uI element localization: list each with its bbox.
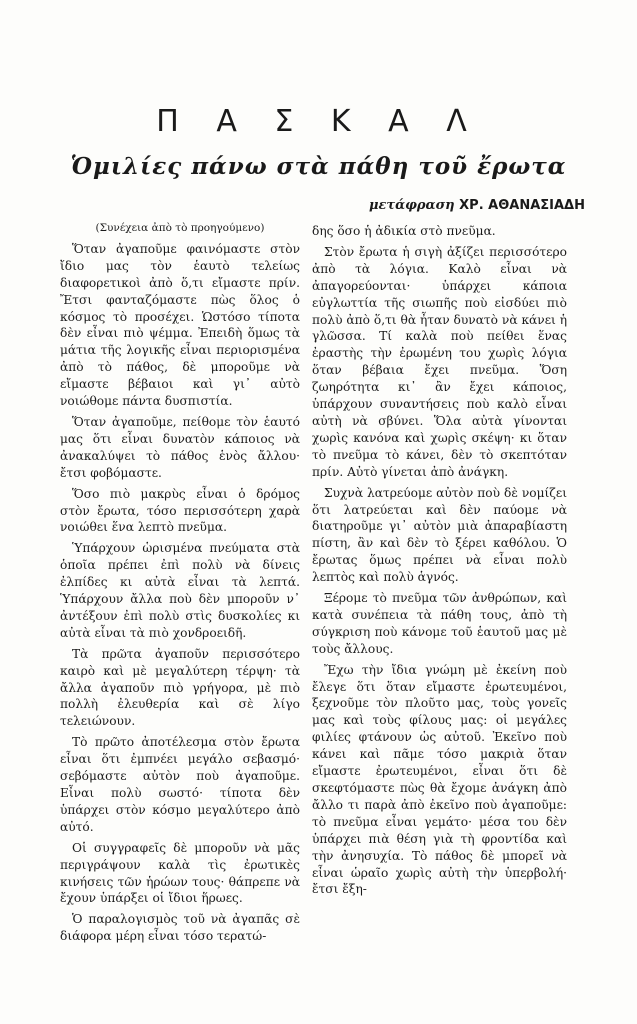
right-column — [312, 223, 567, 902]
paragraph: Στὸν ἔρωτα ἡ σιγὴ ἀξίζει περισσότερο ἀπὸ τὰ λόγια. Καλὸ εἶναι νὰ ἀπαγορεύονται· ὑπάρχει κάποια εὐγλωττία τῆς σιωπῆς ποὺ εἰσδύει πιὸ πολὺ ἀπὸ ὅ,τι θὰ ἦταν δυνατὸ νὰ κάνει ἡ γλῶσσα. Τί καλὰ ποὺ πείθει ἕνας ἐραστὴς τὴν ἐρωμένη του χωρὶς λόγια ὅταν βέβαια ἔχει πνεῦμα. Ὅση ζωηρότητα κι᾽ ἂν ἔχει κάποιος, ὑπάρχουν συναντήσεις ποὺ καλὸ εἶναι αὐτὴ νὰ σβύνει. Ὅλα αὐτὰ γίνονται χωρὶς κανόνα καὶ χωρὶς σκέψη· κι ὅταν τὸ πνεῦμα τὸ κάνει, δὲν τὸ σκεπτόταν πρίν. Αὐτὸ γίνεται ἀπὸ ἀνάγκη. — [312, 244, 567, 479]
left-column — [60, 220, 300, 949]
paragraph: Τὸ πρῶτο ἀποτέλεσμα στὸν ἔρωτα εἶναι ὅτι ἐμπνέει μεγάλο σεβασμό· σεβόμαστε αὐτὸν ποὺ ἀγαποῦμε. Εἶναι πολὺ σωστό· τίποτα δὲν ὑπάρχει στὸν κόσμο μεγαλύτερο ἀπὸ αὐτό. — [60, 735, 300, 834]
page-title: Π Α Σ Κ Α Λ — [156, 104, 481, 139]
translator-credit — [369, 198, 585, 213]
continuation-note: (Συνέχεια ἀπὸ τὸ προηγούμενο) — [95, 222, 265, 234]
paragraph: Συχνὰ λατρεύομε αὐτὸν ποὺ δὲ νομίζει ὅτι λατρεύεται καὶ δὲν παύομε νὰ διατηροῦμε γι᾽ αὐτὸν μιὰ ἀπαραβίαστη πίστη, ἂν καὶ δὲν τὸ ξέρει καθόλου. Ὁ ἔρωτας ὅμως πρέπει νὰ εἶναι πολὺ λεπτὸς καὶ πολὺ ἁγνός. — [312, 485, 567, 585]
translator-label: μετάφραση — [368, 198, 455, 213]
paragraph: Ὅταν ἀγαποῦμε, πείθομε τὸν ἑαυτό μας ὅτι εἶναι δυνατὸν κάποιος νὰ ἀνακαλύψει τὸ πάθος ἑνὸς ἄλλου· ἔτσι φοβόμαστε. — [60, 414, 300, 480]
paragraph: Ὅταν ἀγαποῦμε φαινόμαστε στὸν ἴδιο μας τὸν ἑαυτὸ τελείως διαφορετικοὶ ἀπὸ ὅ,τι εἴμαστε πρίν. Ἔτσι φανταζόμαστε πὼς ὅλος ὁ κόσμος τὸ προσέχει. Ὡστόσο τίποτα δὲν εἶναι πιὸ ψέμμα. Ἐπειδὴ ὅμως τὰ μάτια τῆς λογικῆς εἶναι περιορισμένα ἀπὸ τὸ πάθος, δὲ μποροῦμε νὰ εἴμαστε βέβαιοι καὶ γι᾽ αὐτὸ νοιώθομε πάντα δυσπιστία. — [60, 241, 300, 409]
paragraph: Ἔχω τὴν ἴδια γνώμη μὲ ἐκείνη ποὺ ἔλεγε ὅτι ὅταν εἴμαστε ἐρωτευμένοι, ξεχνοῦμε τὸν πλοῦτο μας, τοὺς γονεῖς μας καὶ τοὺς φίλους μας: οἱ μεγάλες φιλίες φτάνουν ὡς αὐτοῦ. Ἐκεῖνο ποὺ κάνει καὶ πᾶμε τόσο μακριὰ ὅταν εἴμαστε ἐρωτευμένοι, εἶναι ὅτι δὲ σκεφτόμαστε πὼς θὰ ἔχομε ἀνάγκη ἀπὸ ἄλλο τι παρὰ ἀπὸ ἐκεῖνο ποὺ ἀγαποῦμε: τὸ πνεῦμα εἶναι γεμάτο· μέσα του δὲν ὑπάρχει πιὰ θέση γιὰ τὴ φροντίδα καὶ τὴν ἀνησυχία. Τὸ πάθος δὲ μπορεῖ νὰ εἶναι ὡραῖο χωρὶς αὐτὴ τὴν ὑπερβολή· ἔτσι ἔξη- — [312, 662, 567, 897]
paragraph: Ὁ παραλογισμὸς τοῦ νὰ ἀγαπᾶς σὲ διάφορα μέρη εἶναι τόσο τερατώ- — [60, 912, 300, 944]
paragraph: Ὑπάρχουν ὡρισμένα πνεύματα στὰ ὁποῖα πρέπει ἐπὶ πολὺ νὰ δίνεις ἐλπίδες κι αὐτὰ εἶναι τὰ λεπτά. Ὑπάρχουν ἄλλα ποὺ δὲν μποροῦν ν᾽ ἀντέξουν ἐπὶ πολὺ στὶς δυσκολίες κι αὐτὰ εἶναι τὰ πιὸ χονδροειδῆ. — [60, 541, 300, 640]
paragraph: Ξέρομε τὸ πνεῦμα τῶν ἀνθρώπων, καὶ κατὰ συνέπεια τὰ πάθη τους, ἀπὸ τὴ σύγκριση ποὺ κάνομε τοῦ ἑαυτοῦ μας μὲ τοὺς ἄλλους. — [312, 591, 567, 656]
paragraph: Ὅσο πιὸ μακρὺς εἶναι ὁ δρόμος στὸν ἔρωτα, τόσο περισσότερη χαρὰ νοιώθει ἕνα λεπτὸ πνεῦμα. — [60, 486, 300, 535]
paragraph: Τὰ πρῶτα ἀγαποῦν περισσότερο καιρὸ καὶ μὲ μεγαλύτερη τέρψη· τὰ ἄλλα ἀγαποῦν πιὸ γρήγορα, μὲ πιὸ πολλὴ ἐλευθερία καὶ σὲ λίγο τελειώνουν. — [60, 646, 300, 729]
translator-name: ΧΡ. ΑΘΑΝΑΣΙΑΔΗ — [459, 198, 585, 213]
paragraph-continuation: δης ὅσο ἡ ἀδικία στὸ πνεῦμα. — [312, 224, 496, 238]
paragraph: Οἱ συγγραφεῖς δὲ μποροῦν νὰ μᾶς περιγράψουν καλὰ τὶς ἐρωτικὲς κινήσεις τῶν ἡρώων τους· θάπρεπε νὰ ἔχουν ὑπάρξει οἱ ἴδιοι ἥρωες. — [60, 840, 300, 906]
page-subtitle: Ὁμιλίες πάνω στὰ πάθη τοῦ ἔρωτα — [70, 153, 567, 180]
